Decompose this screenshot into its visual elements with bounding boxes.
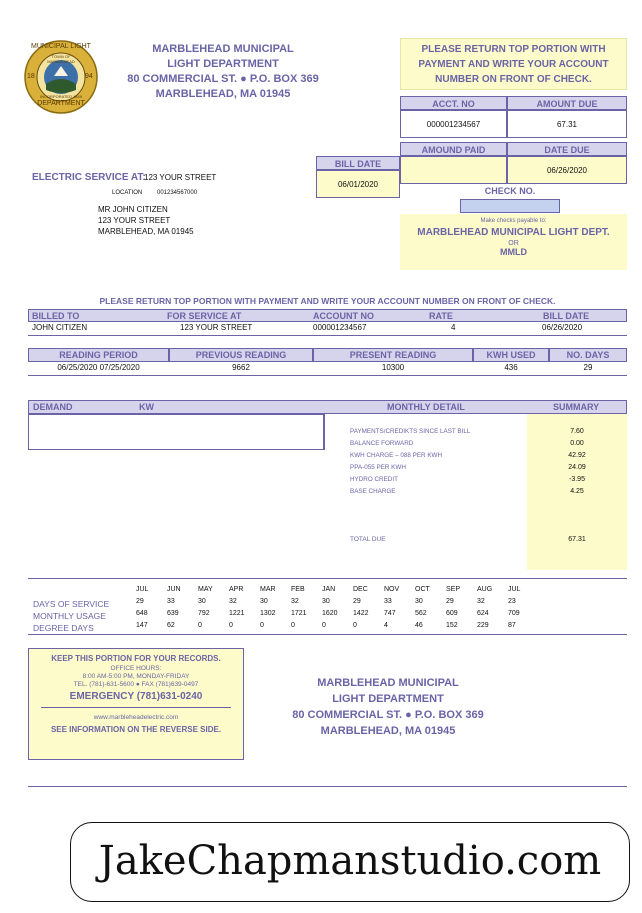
total-due-value: 67.31: [568, 536, 586, 543]
history-month: JAN: [322, 586, 336, 593]
summary-value: 42.92: [568, 452, 586, 459]
history-cell: 1422: [353, 610, 369, 617]
return-line1: PLEASE RETURN TOP PORTION WITH: [421, 44, 606, 55]
history-cell: 709: [508, 610, 520, 617]
history-column: [198, 584, 228, 632]
no-days-value: 29: [583, 363, 593, 372]
detail-item-label: PAYMENTS/CREDIKTS SINCE LAST BILL: [350, 428, 471, 435]
summary-header: SUMMARY: [553, 402, 600, 412]
history-cell: 32: [229, 598, 237, 605]
rate-header: RATE: [429, 311, 453, 321]
return-line2: PAYMENT AND WRITE YOUR ACCOUNT: [418, 59, 609, 70]
history-column: [229, 584, 259, 632]
footer-address: [268, 675, 508, 739]
history-cell: 229: [477, 622, 489, 629]
history-row-labels: [33, 598, 109, 634]
payable-or: OR: [508, 240, 519, 247]
bill-date-header: BILL DATE: [316, 156, 400, 170]
location-label: LOCATION: [112, 190, 143, 196]
footer-line4: MARBLEHEAD, MA 01945: [320, 725, 456, 737]
summary-value: 0.00: [570, 440, 584, 447]
detail-item-label: KWH CHARGE – 088 PER KWH: [350, 452, 443, 459]
billed-values-row: [28, 323, 627, 336]
history-month: NOV: [384, 586, 400, 593]
header-line2: LIGHT DEPARTMENT: [167, 58, 279, 70]
history-month: FEB: [291, 586, 305, 593]
history-column: [291, 584, 321, 632]
history-cell: 62: [167, 622, 175, 629]
history-cell: 32: [291, 598, 299, 605]
billed-header-row: [28, 309, 627, 322]
check-no-field[interactable]: [460, 199, 560, 213]
header-line4: MARBLEHEAD, MA 01945: [155, 88, 291, 100]
header-line1: MARBLEHEAD MUNICIPAL: [152, 43, 294, 55]
amount-paid-header: AMOUND PAID: [400, 142, 507, 156]
present-reading-value: 10300: [381, 363, 405, 372]
return-instructions-box: [400, 38, 627, 90]
detail-header-row: [28, 400, 627, 414]
history-cell: 0: [353, 622, 357, 629]
history-cell: 30: [198, 598, 206, 605]
history-cell: 33: [167, 598, 175, 605]
bill-date-value-2: 06/26/2020: [542, 323, 583, 332]
history-cell: 29: [136, 598, 144, 605]
account-no-header: ACCOUNT NO: [313, 311, 374, 321]
location-value: 001234567000: [157, 190, 198, 196]
detail-item-label: HYDRO CREDIT: [350, 476, 398, 483]
payable-short: MMLD: [500, 247, 527, 257]
detail-item-label: BASE CHARGE: [350, 488, 396, 495]
summary-values: [527, 426, 627, 498]
history-cell: 23: [508, 598, 516, 605]
history-row-label: DAYS OF SERVICE: [33, 599, 110, 609]
history-cell: 0: [260, 622, 264, 629]
history-column: [353, 584, 383, 632]
history-cell: 30: [322, 598, 330, 605]
header-address: [108, 42, 338, 102]
footer-rule: [28, 786, 627, 787]
service-address: 123 YOUR STREET: [144, 173, 217, 182]
history-month: JUL: [508, 586, 521, 593]
kwh-used-header: KWH USED: [473, 348, 549, 362]
history-row-label: MONTHLY USAGE: [33, 611, 106, 621]
history-column: [508, 584, 538, 632]
history-cell: 0: [229, 622, 233, 629]
previous-reading-header: PREVIOUS READING: [169, 348, 313, 362]
history-column: [477, 584, 507, 632]
history-columns: [136, 584, 556, 632]
history-month: APR: [229, 586, 244, 593]
history-cell: 32: [477, 598, 485, 605]
no-days-header: NO. DAYS: [549, 348, 627, 362]
summary-value: -3.95: [569, 476, 585, 483]
history-column: [415, 584, 445, 632]
summary-value: 4.25: [570, 488, 584, 495]
service-at-value: 123 YOUR STREET: [180, 323, 253, 332]
history-column: [136, 584, 166, 632]
account-no-value: 000001234567: [313, 323, 367, 332]
history-month: MAY: [198, 586, 213, 593]
footer-line3: 80 COMMERCIAL ST. ● P.O. BOX 369: [292, 709, 484, 721]
tel-fax: TEL. (781)-631-5600 ● FAX (781)639-0497: [73, 681, 199, 688]
history-month: JUN: [167, 586, 181, 593]
payable-name: MARBLEHEAD MUNICIPAL LIGHT DEPT.: [417, 227, 610, 238]
rate-value: 4: [451, 323, 456, 332]
amount-due-value: 67.31: [507, 110, 627, 138]
detail-bottom-rule: [28, 578, 627, 579]
kwh-used-value: 436: [504, 363, 518, 372]
logo-inner-top: TOWN OF MARBLEHEAD: [47, 54, 75, 64]
reading-values-row: [28, 363, 627, 376]
previous-reading-value: 9662: [232, 363, 250, 372]
detail-item-label: PPA-055 PER KWH: [350, 464, 406, 471]
reading-period-value: 06/25/2020 07/25/2020: [57, 363, 140, 372]
history-cell: 30: [415, 598, 423, 605]
history-cell: 1221: [229, 610, 245, 617]
bill-date-header-2: BILL DATE: [543, 311, 590, 321]
demand-header: DEMAND: [33, 402, 73, 412]
summary-value: 7.60: [570, 428, 584, 435]
kw-header: KW: [139, 402, 154, 412]
history-month: DEC: [353, 586, 368, 593]
history-cell: 624: [477, 610, 489, 617]
history-cell: 30: [260, 598, 268, 605]
detail-divider: [324, 414, 325, 450]
records-box: [28, 648, 244, 760]
history-cell: 0: [322, 622, 326, 629]
logo-top-text: MUNICIPAL LIGHT: [31, 43, 91, 50]
history-cell: 147: [136, 622, 148, 629]
history-month: OCT: [415, 586, 430, 593]
office-hours: 8:00 AM-5:00 PM, MONDAY-FRIDAY: [82, 673, 190, 680]
mailing-address: [98, 204, 194, 237]
records-divider: [41, 707, 231, 708]
history-cell: 0: [198, 622, 202, 629]
logo-inner-bottom: INCORPORATED 1849: [40, 94, 82, 99]
payable-box: [400, 214, 627, 270]
history-month: AUG: [477, 586, 493, 593]
amount-paid-field[interactable]: [400, 156, 507, 184]
website-link[interactable]: www.marbleheadelectric.com: [93, 714, 179, 721]
bill-date-value: 06/01/2020: [316, 170, 400, 198]
history-cell: 648: [136, 610, 148, 617]
logo-right-num: 94: [85, 73, 93, 80]
detail-item-label: BALANCE FORWARD: [350, 440, 414, 447]
history-cell: 33: [384, 598, 392, 605]
return-line3: NUMBER ON FRONT OF CHECK.: [435, 74, 592, 85]
see-reverse: SEE INFORMATION ON THE REVERSE SIDE.: [50, 725, 222, 734]
usage-history-table: [28, 584, 627, 632]
history-month: SEP: [446, 586, 461, 593]
history-cell: 1620: [322, 610, 338, 617]
history-column: [446, 584, 476, 632]
check-no-label: CHECK NO.: [484, 186, 536, 196]
summary-value: 24.09: [568, 464, 586, 471]
records-title: KEEP THIS PORTION FOR YOUR RECORDS.: [51, 654, 221, 663]
billed-to-header: BILLED TO: [32, 311, 80, 321]
history-cell: 87: [508, 622, 516, 629]
date-due-value: 06/26/2020: [507, 156, 627, 184]
footer-line2: LIGHT DEPARTMENT: [332, 693, 444, 705]
history-month: JUL: [136, 586, 149, 593]
acct-no-header: ACCT. NO: [400, 96, 507, 110]
detail-items: [350, 426, 470, 498]
present-reading-header: PRESENT READING: [313, 348, 473, 362]
department-seal-logo: [24, 40, 98, 114]
footer-line1: MARBLEHEAD MUNICIPAL: [317, 677, 459, 689]
acct-no-value: 000001234567: [400, 110, 507, 138]
logo-bottom-text: DEPARTMENT: [37, 100, 85, 107]
reading-header-row: [28, 348, 627, 362]
history-cell: 29: [446, 598, 454, 605]
reading-period-header: READING PERIOD: [28, 348, 169, 362]
history-column: [260, 584, 290, 632]
customer-city: MARBLEHEAD, MA 01945: [98, 227, 194, 236]
history-cell: 562: [415, 610, 427, 617]
monthly-detail-header: MONTHLY DETAIL: [387, 402, 465, 412]
history-column: [322, 584, 352, 632]
stub-note: PLEASE RETURN TOP PORTION WITH PAYMENT AND WRITE YOUR ACCOUNT NUMBER ON FRONT OF CHECK.: [99, 296, 556, 306]
history-cell: 152: [446, 622, 458, 629]
history-cell: 0: [291, 622, 295, 629]
history-cell: 1721: [291, 610, 307, 617]
header-line3: 80 COMMERCIAL ST. ● P.O. BOX 369: [127, 73, 319, 85]
history-bottom-rule: [28, 634, 627, 635]
history-column: [167, 584, 197, 632]
total-due-label: TOTAL DUE: [350, 536, 386, 543]
customer-street: 123 YOUR STREET: [98, 216, 171, 225]
history-cell: 792: [198, 610, 210, 617]
office-hours-label: OFFICE HOURS:: [110, 665, 162, 672]
service-at-header: FOR SERVICE AT: [167, 311, 242, 321]
date-due-header: DATE DUE: [507, 142, 627, 156]
logo-left-num: 18: [27, 73, 35, 80]
history-cell: 4: [384, 622, 388, 629]
history-cell: 747: [384, 610, 396, 617]
customer-name: MR JOHN CITIZEN: [98, 205, 168, 214]
billed-to-value: JOHN CITIZEN: [32, 323, 88, 332]
history-month: MAR: [260, 586, 276, 593]
watermark: JakeChapmanstudio.com: [70, 822, 630, 902]
history-cell: 29: [353, 598, 361, 605]
history-cell: 609: [446, 610, 458, 617]
history-column: [384, 584, 414, 632]
history-row-label: DEGREE DAYS: [33, 623, 94, 633]
demand-box: [28, 414, 324, 450]
emergency-phone: EMERGENCY (781)631-0240: [69, 691, 203, 702]
history-cell: 46: [415, 622, 423, 629]
history-cell: 1302: [260, 610, 276, 617]
amount-due-header: AMOUNT DUE: [507, 96, 627, 110]
history-cell: 639: [167, 610, 179, 617]
service-label: ELECTRIC SERVICE AT:: [32, 172, 146, 183]
payable-note: Make checks payable to:: [480, 218, 547, 224]
